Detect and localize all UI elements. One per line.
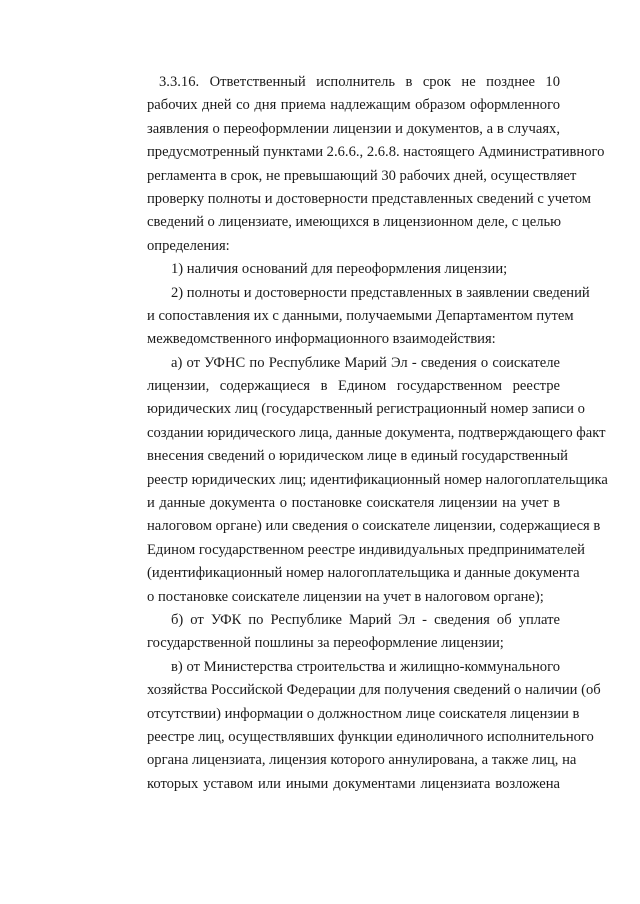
text-line: Едином государственном реестре индивидуальных предпринимателей <box>147 541 585 558</box>
text-line: государственной пошлины за переоформление лицензии; <box>147 635 504 652</box>
text-line: внесения сведений о юридическом лице в единый государственный <box>147 448 568 465</box>
text-line: межведомственного информационного взаимодействия: <box>147 331 496 348</box>
text-line: заявления о переоформлении лицензии и документов, а в случаях, <box>147 120 560 137</box>
text-line: предусмотренный пунктами 2.6.6., 2.6.8. настоящего Административного <box>147 144 605 161</box>
text-line: реестре лиц, осуществлявших функции единоличного исполнительного <box>147 728 594 745</box>
text-line: хозяйства Российской Федерации для получения сведений о наличии (об <box>147 682 601 699</box>
text-line: рабочих дней со дня приема надлежащим образом оформленного <box>147 97 560 114</box>
text-line: реестр юридических лиц; идентификационный номер налогоплательщика <box>147 471 608 488</box>
text-line: которых уставом или иными документами лицензиата возложена <box>147 775 560 792</box>
text-line: юридических лиц (государственный регистрационный номер записи о <box>147 401 585 418</box>
text-line: органа лицензиата, лицензия которого аннулирована, а также лиц, на <box>147 752 577 769</box>
text-line: сведений о лицензиате, имеющихся в лицензионном деле, с целью <box>147 214 562 231</box>
text-line: налоговом органе) или сведения о соискателе лицензии, содержащиеся в <box>147 518 601 535</box>
text-line: проверку полноты и достоверности представленных сведений с учетом <box>147 190 592 207</box>
text-line: лицензии, содержащиеся в Едином государственном реестре <box>147 378 560 395</box>
text-line: 3.3.16. Ответственный исполнитель в срок не позднее 10 <box>159 74 560 90</box>
text-line: (идентификационный номер налогоплательщика и данные документа <box>147 565 580 582</box>
text-line: и данные документа о постановке соискателя лицензии на учет в <box>147 495 560 512</box>
text-line: в) от Министерства строительства и жилищно-коммунального <box>171 658 560 675</box>
text-line: 2) полноты и достоверности представленных в заявлении сведений <box>171 284 590 301</box>
text-line: а) от УФНС по Республике Марий Эл - сведения о соискателе <box>171 354 560 371</box>
document-body <box>147 71 608 796</box>
text-line: 1) наличия оснований для переоформления лицензии; <box>171 261 508 278</box>
text-line: регламента в срок, не превышающий 30 рабочих дней, осуществляет <box>147 167 577 184</box>
text-line: б) от УФК по Республике Марий Эл - сведения об уплате <box>171 611 560 628</box>
text-line: создании юридического лица, данные документа, подтверждающего факт <box>147 424 606 441</box>
text-line: и сопоставления их с данными, получаемыми Департаментом путем <box>147 307 574 324</box>
text-line: отсутствии) информации о должностном лице соискателя лицензии в <box>147 705 580 722</box>
text-line: определения: <box>147 237 230 254</box>
text-line: о постановке соискателе лицензии на учет в налоговом органе); <box>147 588 544 605</box>
